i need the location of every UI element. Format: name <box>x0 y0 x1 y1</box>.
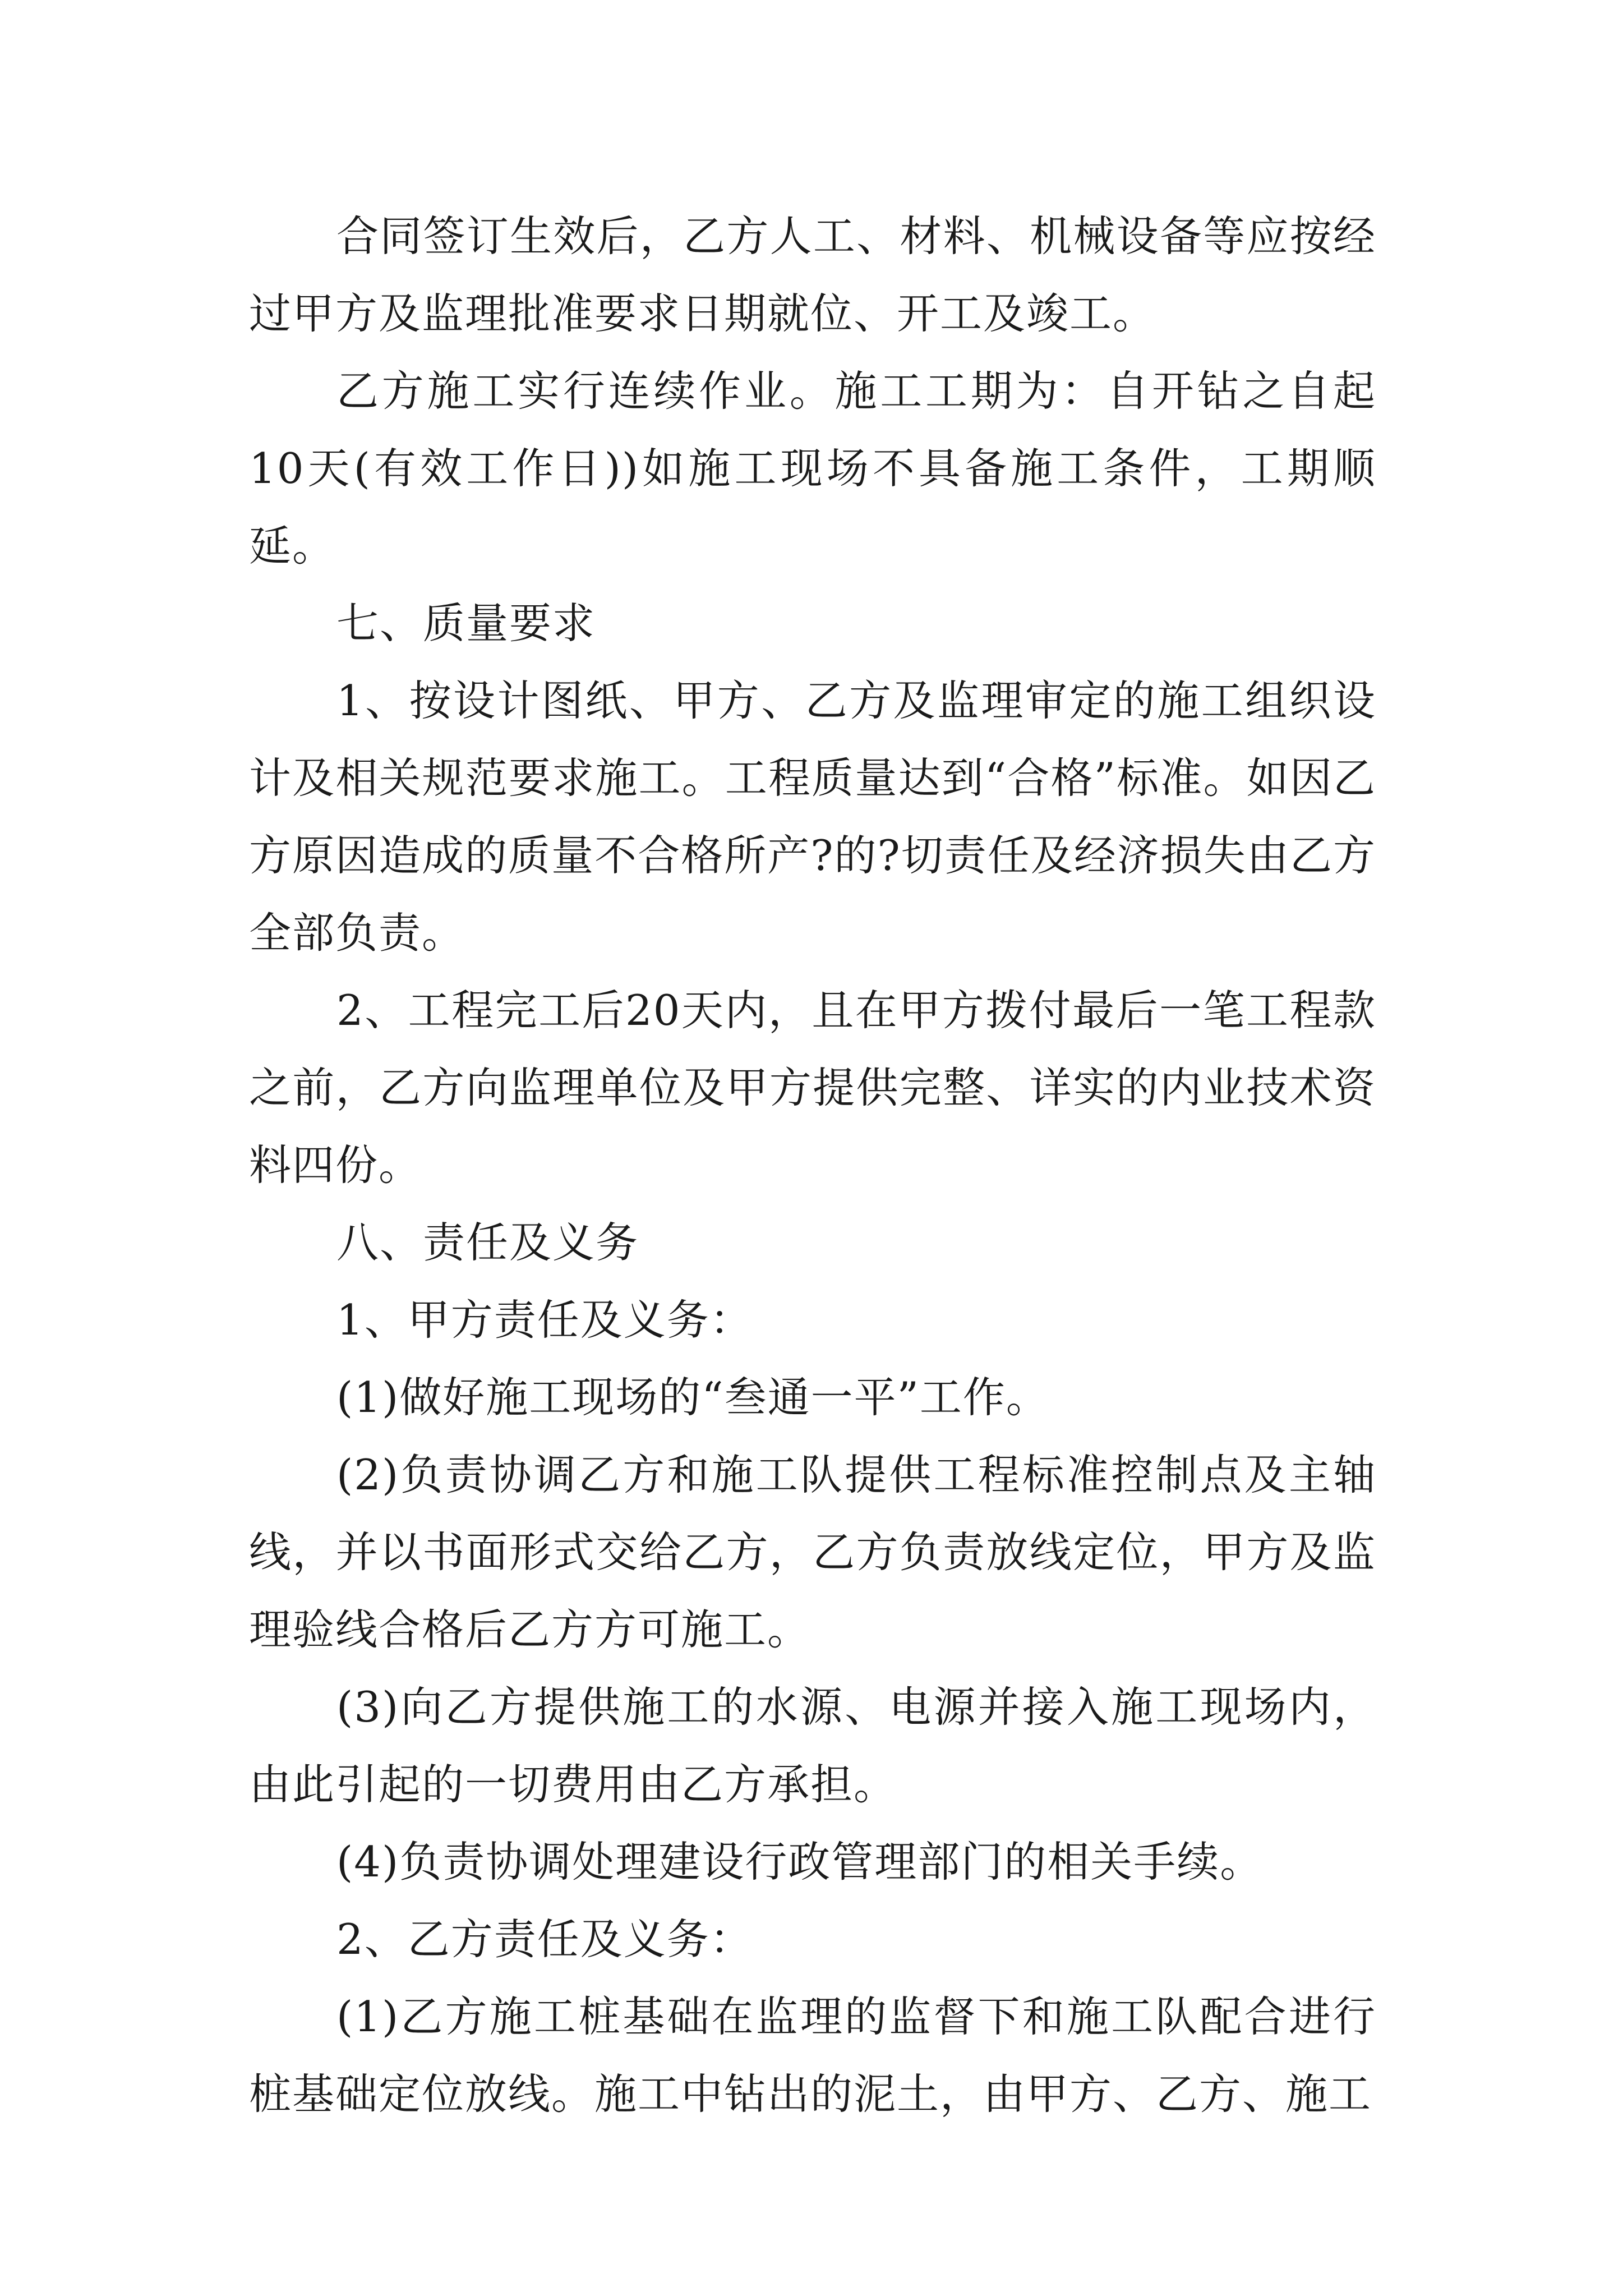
subheading-party-a: 1、甲方责任及义务： <box>336 1295 753 1345</box>
paragraph-party-a-2: (2)负责协调乙方和施工队提供工程标准控制点及主轴线，并以书面形式交给乙方，乙方负责放线定位，甲方及监理验线合格后乙方方可施工。 <box>249 1450 1376 1654</box>
section-heading-responsibilities: 八、责任及义务 <box>336 1218 639 1267</box>
subheading-party-b: 2、乙方责任及义务： <box>336 1915 753 1964</box>
paragraph-construction-period: 乙方施工实行连续作业。施工工期为：自开钻之自起10天(有效工作日))如施工现场不具备施工条件，工期顺延。 <box>249 366 1376 570</box>
paragraph-party-a-1: (1)做好施工现场的“叁通一平”工作。 <box>336 1373 1049 1422</box>
paragraph-party-a-3: (3)向乙方提供施工的水源、电源并接入施工现场内，由此引起的一切费用由乙方承担。 <box>249 1682 1376 1809</box>
paragraph-contract-effect: 合同签订生效后，乙方人工、材料、机械设备等应按经过甲方及监理批准要求日期就位、开工及竣工。 <box>249 211 1376 338</box>
section-heading-quality: 七、质量要求 <box>336 599 596 648</box>
paragraph-quality-1: 1、按设计图纸、甲方、乙方及监理审定的施工组织设计及相关规范要求施工。工程质量达到“合格”标准。如因乙方原因造成的质量不合格所产?的?切责任及经济损失由乙方全部负责。 <box>249 676 1376 958</box>
document-body <box>249 197 1376 2133</box>
paragraph-party-a-4: (4)负责协调处理建设行政管理部门的相关手续。 <box>336 1837 1264 1887</box>
paragraph-party-b-1: (1)乙方施工桩基础在监理的监督下和施工队配合进行桩基础定位放线。施工中钻出的泥土，由甲方、乙方、施工 <box>249 1992 1376 2119</box>
paragraph-quality-2: 2、工程完工后20天内，且在甲方拨付最后一笔工程款之前，乙方向监理单位及甲方提供完整、详实的内业技术资料四份。 <box>249 986 1376 1190</box>
